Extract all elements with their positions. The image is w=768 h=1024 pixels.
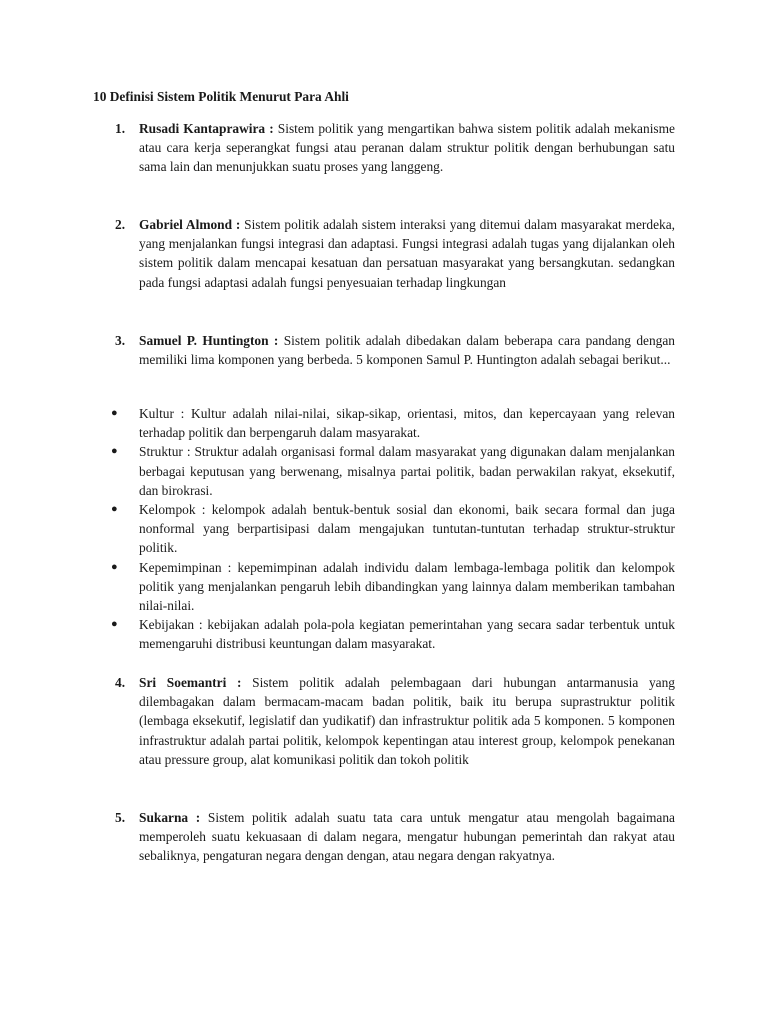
bullet-text: Struktur : Struktur adalah organisasi formal dalam masyarakat yang digunakan dalam menjalankan berbagai keputusan yang berwenang, misalnya partai politik, badan perwakilan rakyat, eksekutif, dan birokrasi. [139,444,675,498]
definition-item-4 [115,673,675,769]
bullet-item-kebijakan [111,615,675,653]
definition-item-1 [115,119,675,177]
bullet-icon: ● [111,618,118,631]
definition-text: Sistem politik adalah pelembagaan dari hubungan antarmanusia yang dilembagakan dalam bermacam-macam badan politik, baik itu berupa suprastruktur politik (lembaga eksekutif, legislatif dan yudikatif) dan infrastruktur politik ada 5 komponen. 5 komponen infrastruktur adalah partai politik, kelompok kepentingan atau interest group, kelompok penekanan atau pressure group, alat komunikasi politik dan tokoh politik [139,675,675,767]
expert-name: Sukarna : [139,810,201,825]
document-title: 10 Definisi Sistem Politik Menurut Para Ahli [93,89,349,104]
item-body [139,808,675,866]
component-bullet-list [111,404,675,654]
item-number: 3. [115,333,126,348]
item-number: 5. [115,810,126,825]
bullet-icon: ● [111,560,118,573]
bullet-text: Kelompok : kelompok adalah bentuk-bentuk sosial dan ekonomi, baik secara formal dan juga nonformal yang berpartisipasi dalam mengajukan tuntutan-tuntutan terhadap struktur-struktur politik. [139,502,675,556]
bullet-item-kultur [111,404,675,442]
expert-name: Samuel P. Huntington : [139,333,279,348]
bullet-icon: ● [111,445,118,458]
item-number: 4. [115,675,126,690]
bullet-icon: ● [111,407,118,419]
item-body [139,119,675,177]
item-number: 2. [115,217,126,232]
expert-name: Gabriel Almond : [139,217,241,232]
item-body [139,331,675,369]
item-body [139,215,675,292]
bullet-text: Kebijakan : kebijakan adalah pola-pola kegiatan pemerintahan yang secara sadar terbentuk untuk memengaruhi distribusi keuntungan dalam masyarakat. [139,617,675,652]
bullet-text: Kepemimpinan : kepemimpinan adalah individu dalam lembaga-lembaga politik dan kelompok politik yang menjalankan pengaruh lebih dibandingkan yang lainnya dalam memberikan tambahan nilai-nilai. [139,559,675,614]
definition-text: Sistem politik adalah suatu tata cara untuk mengatur atau mengolah bagaimana memperoleh suatu kekuasaan di dalam negara, mengatur hubungan pemerintah dan rakyat atau sebaliknya, pengaturan negara dengan dengan, atau negara dengan rakyatnya. [139,810,675,864]
bullet-item-kelompok [111,500,675,558]
item-body [139,673,675,769]
expert-name: Rusadi Kantaprawira : [139,121,274,136]
definition-text: Sistem politik yang mengartikan bahwa sistem politik adalah mekanisme atau cara kerja seperangkat fungsi atau peranan dalam struktur politik dengan berhubungan satu sama lain dan menunjukkan suatu proses yang langgeng. [139,121,675,175]
definition-text: Sistem politik adalah sistem interaksi yang ditemui dalam masyarakat merdeka, yang menjalankan fungsi integrasi dan adaptasi. Fungsi integrasi adalah tugas yang dijalankan oleh sistem politik dalam mencapai kesatuan dan persatuan masyarakat yang bersangkutan. sedangkan pada fungsi adaptasi adalah fungsi penyesuaian terhadap lingkungan [139,217,675,290]
item-number: 1. [115,121,126,136]
definition-item-5 [115,808,675,866]
bullet-item-struktur [111,442,675,500]
bullet-icon: ● [111,503,118,516]
definition-text: Sistem politik adalah dibedakan dalam beberapa cara pandang dengan memiliki lima komponen yang berbeda. 5 komponen Samul P. Huntington adalah sebagai berikut... [139,333,675,368]
definition-item-2 [115,215,675,292]
definition-item-3 [115,331,675,369]
bullet-item-kepemimpinan [111,558,675,616]
bullet-text: Kultur : Kultur adalah nilai-nilai, sikap-sikap, orientasi, mitos, dan kepercayaan yang relevan terhadap politik dan berpengaruh dalam masyarakat. [139,406,675,441]
expert-name: Sri Soemantri : [139,675,242,690]
